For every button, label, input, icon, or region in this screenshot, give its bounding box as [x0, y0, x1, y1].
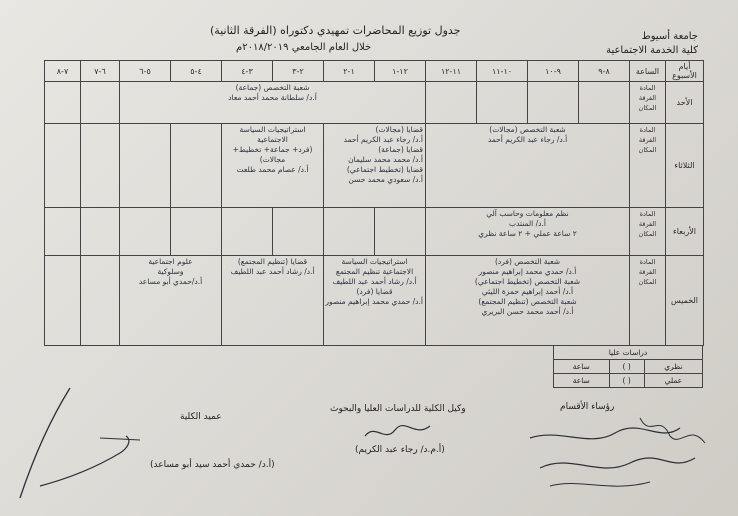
row-tuesday	[45, 124, 704, 208]
lecture-cell: قضايا (مجالات) أ.د/ رجاء عبد الكريم أحمد قضايا (جماعة) أ.د/ محمد محمد سليمان قضايا (تخطيط اجتماعي) أ.د/ سعودي محمد حسن	[324, 124, 426, 208]
slot-header: ١٢-١	[375, 61, 426, 82]
empty-cell	[45, 208, 81, 256]
lecture-cell: شعبة التخصص (مجالات) أ.د/ رجاء عبد الكريم أحمد	[426, 124, 630, 208]
day-label: الأحد	[666, 82, 704, 124]
slot-header: ٦-٧	[81, 61, 120, 82]
lecture-cell: استراتيجيات السياسة الاجتماعية تنظيم المجتمع أ.د/ رشاد أحمد عبد اللطيف قضايا (فرد) أ.د/ حمدي محمد إبراهيم منصور	[324, 256, 426, 346]
slot-header: ١١-١٢	[426, 61, 477, 82]
row-thursday	[45, 256, 704, 346]
grad-practical-label: عملي	[644, 374, 702, 388]
slot-header: ٣-٤	[222, 61, 273, 82]
days-header: أيام الأسبوع	[666, 61, 704, 82]
empty-cell	[324, 208, 375, 256]
slot-header: ٢-٣	[273, 61, 324, 82]
row-sunday	[45, 82, 704, 124]
empty-cell	[45, 256, 81, 346]
empty-cell	[81, 82, 120, 124]
grad-theory-paren: ( )	[609, 360, 644, 374]
empty-cell	[81, 208, 120, 256]
dean-signature	[0, 368, 150, 508]
empty-cell	[81, 124, 120, 208]
slot-header: ٨-٩	[579, 61, 630, 82]
empty-cell	[579, 82, 630, 124]
lecture-cell: علوم اجتماعية وسلوكية أ.د/حمدي أبو مساعد	[120, 256, 222, 346]
empty-cell	[477, 82, 528, 124]
header-row	[45, 61, 704, 82]
lecture-cell: شعبة التخصص (جماعة) أ.د/ سلطانة محمد أحمد معاد	[120, 82, 426, 124]
day-label: الأربعاء	[666, 208, 704, 256]
graduate-studies-table	[553, 345, 703, 388]
lecture-cell: استراتيجيات السياسة الاجتماعية (فرد+ جماعة+ تخطيط+ مجالات) أ.د/ عصام محمد طلعت	[222, 124, 324, 208]
empty-cell	[171, 208, 222, 256]
academic-year: خلال العام الجامعي ٢٠١٨/٢٠١٩م	[236, 42, 372, 53]
day-label: الخميس	[666, 256, 704, 346]
empty-cell	[81, 256, 120, 346]
lecture-cell: شعبة التخصص (فرد) أ.د/ حمدي محمد إبراهيم منصور شعبة التخصص (تخطيط اجتماعي) أ.د/ أحمد إبراهيم حمزة الليثي شعبة التخصص (تنظيم المجتمع) أ.د/ أحمد محمد حسن البريري	[426, 256, 630, 346]
empty-cell	[120, 208, 171, 256]
lecture-cell: نظم معلومات وحاسب آلي أ.د/ المنتدب ٢ ساعة عملي + ٢ ساعة نظري	[426, 208, 630, 256]
slot-header: ٧-٨	[45, 61, 81, 82]
slot-header: ١-٢	[324, 61, 375, 82]
empty-cell	[120, 124, 171, 208]
meta-cell: المادة الفرقة المكان	[630, 82, 666, 124]
hours-header: الساعة	[630, 61, 666, 82]
meta-cell: المادة الفرقة المكان	[630, 208, 666, 256]
heads-title: رؤساء الأقسام	[560, 402, 615, 412]
schedule-table	[44, 60, 704, 346]
vice-dean-title: وكيل الكلية للدراسات العليا والبحوث	[330, 404, 466, 414]
faculty-name: كلية الخدمة الاجتماعية	[606, 45, 698, 56]
day-label: الثلاثاء	[666, 124, 704, 208]
university-name: جامعة أسيوط	[641, 31, 698, 42]
heads-signatures-scribble	[520, 408, 720, 498]
grad-practical-hour: ساعة	[554, 374, 610, 388]
slot-header: ٥-٦	[120, 61, 171, 82]
lecture-cell: قضايا (تنظيم المجتمع) أ.د/ رشاد أحمد عبد اللطيف	[222, 256, 324, 346]
empty-cell	[375, 208, 426, 256]
dean-name: (أ.د/ حمدي أحمد سيد أبو مساعد)	[150, 460, 275, 470]
meta-cell: المادة الفرقة المكان	[630, 256, 666, 346]
empty-cell	[171, 124, 222, 208]
row-wednesday	[45, 208, 704, 256]
empty-cell	[45, 82, 81, 124]
empty-cell	[528, 82, 579, 124]
grad-title: دراسات عليا	[554, 346, 703, 360]
dean-title: عميد الكلية	[180, 412, 222, 422]
grad-practical-paren: ( )	[609, 374, 644, 388]
document-title: جدول توزيع المحاضرات تمهيدي دكتوراه (الفرقة الثانية)	[210, 24, 461, 37]
empty-cell	[45, 124, 81, 208]
meta-cell: المادة الفرقة المكان	[630, 124, 666, 208]
grad-theory-label: نظري	[644, 360, 702, 374]
vice-dean-name: (أ.م.د/ رجاء عبد الكريم)	[355, 445, 445, 455]
grad-theory-hour: ساعة	[554, 360, 610, 374]
empty-cell	[222, 208, 273, 256]
slot-header: ٩-١٠	[528, 61, 579, 82]
slot-header: ٤-٥	[171, 61, 222, 82]
slot-header: ١٠-١١	[477, 61, 528, 82]
empty-cell	[426, 82, 477, 124]
empty-cell	[273, 208, 324, 256]
vice-dean-signature	[360, 418, 440, 448]
